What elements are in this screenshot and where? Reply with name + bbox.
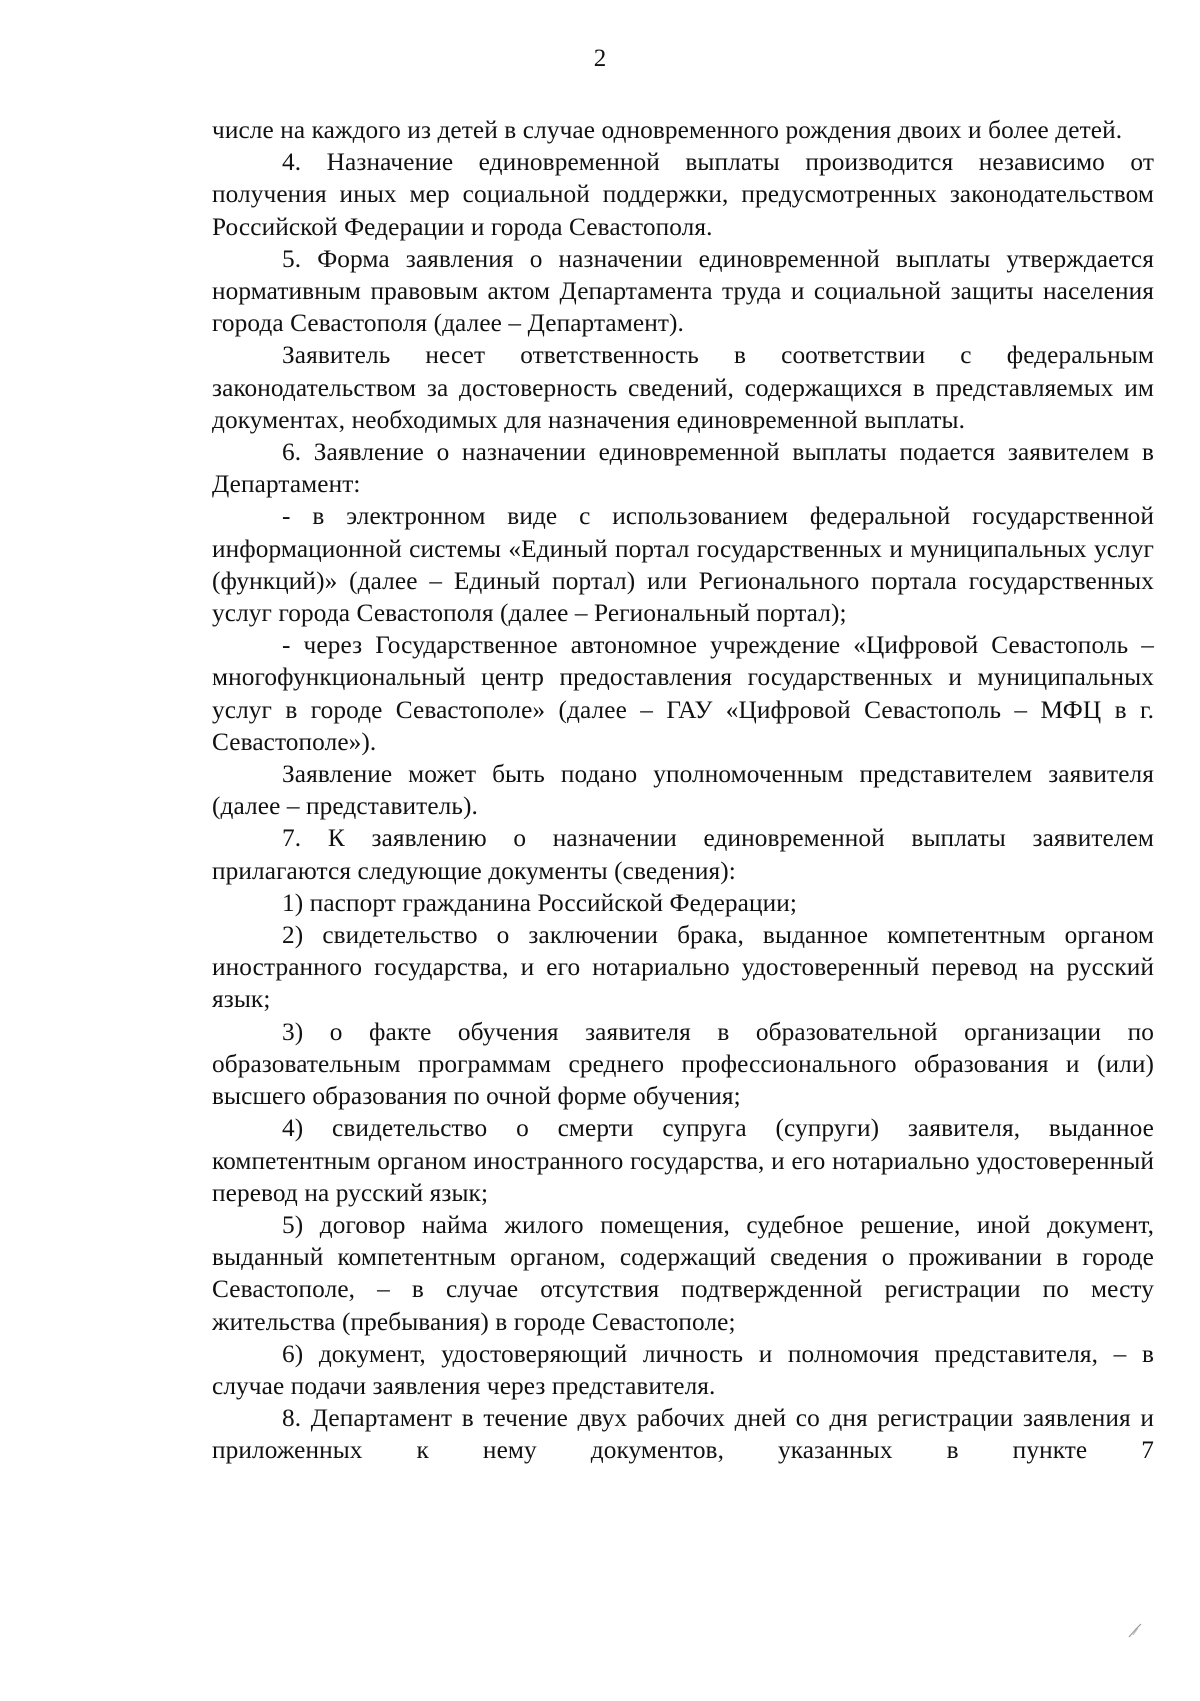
page-number: 2 [593,45,607,72]
paragraph: 8. Департамент в течение двух рабочих дней со дня регистрации заявления и приложенных к нему документов, указанных в пункте 7 [212,1404,1154,1465]
paragraph: 6. Заявление о назначении единовременной выплаты подается заявителем в Департамент: [212,438,1154,499]
paragraph: 6) документ, удостоверяющий личность и полномочия представителя, – в случае подачи заявления через представителя. [212,1339,1154,1400]
paragraph: - в электронном виде с использованием федеральной государственной информационной системы «Единый портал государственных и муниципальных услуг (функций)» (далее – Единый портал) или Регионального портала государственных услуг города Севастополя (далее – Региональный портал); [212,502,1154,628]
paragraph: 4. Назначение единовременной выплаты производится независимо от получения иных мер социальной поддержки, предусмотренных законодательством Российской Федерации и города Севастополя. [212,148,1154,241]
paragraph: Заявитель несет ответственность в соответствии с федеральным законодательством за достоверность сведений, содержащихся в представляемых им документах, необходимых для назначения единовременной выплаты. [212,341,1154,434]
paragraph: 5) договор найма жилого помещения, судебное решение, иной документ, выданный компетентным органом, содержащий сведения о проживании в городе Севастополе, – в случае отсутствия подтвержденной регистрации по месту жительства (пребывания) в городе Севастополе; [212,1210,1154,1336]
paragraph: - через Государственное автономное учреждение «Цифровой Севастополь – многофункциональный центр предоставления государственных и муниципальных услуг в городе Севастополе» (далее – ГАУ «Цифровой Севастополь – МФЦ в г. Севастополе»). [212,631,1154,756]
paragraph: 2) свидетельство о заключении брака, выданное компетентным органом иностранного государства, и его нотариально удостоверенный перевод на русский язык; [212,921,1154,1014]
paragraph: 1) паспорт гражданина Российской Федерации; [282,888,798,917]
paragraph: 3) о факте обучения заявителя в образовательной организации по образовательным программам среднего профессионального образования и (или) высшего образования по очной форме обучения; [212,1017,1154,1111]
paragraph: числе на каждого из детей в случае одновременного рождения двоих и более детей. [212,116,1123,144]
paragraph: Заявление может быть подано уполномоченным представителем заявителя (далее – представитель). [212,760,1154,821]
document-body [212,114,1154,1467]
scan-artifact [1127,1620,1145,1640]
paragraph: 7. К заявлению о назначении единовременной выплаты заявителем прилагаются следующие документы (сведения): [212,824,1154,885]
paragraph: 5. Форма заявления о назначении единовременной выплаты утверждается нормативным правовым актом Департамента труда и социальной защиты населения города Севастополя (далее – Департамент). [212,244,1154,338]
paragraph: 4) свидетельство о смерти супруга (супруги) заявителя, выданное компетентным органом иностранного государства, и его нотариально удостоверенный перевод на русский язык; [212,1114,1154,1207]
